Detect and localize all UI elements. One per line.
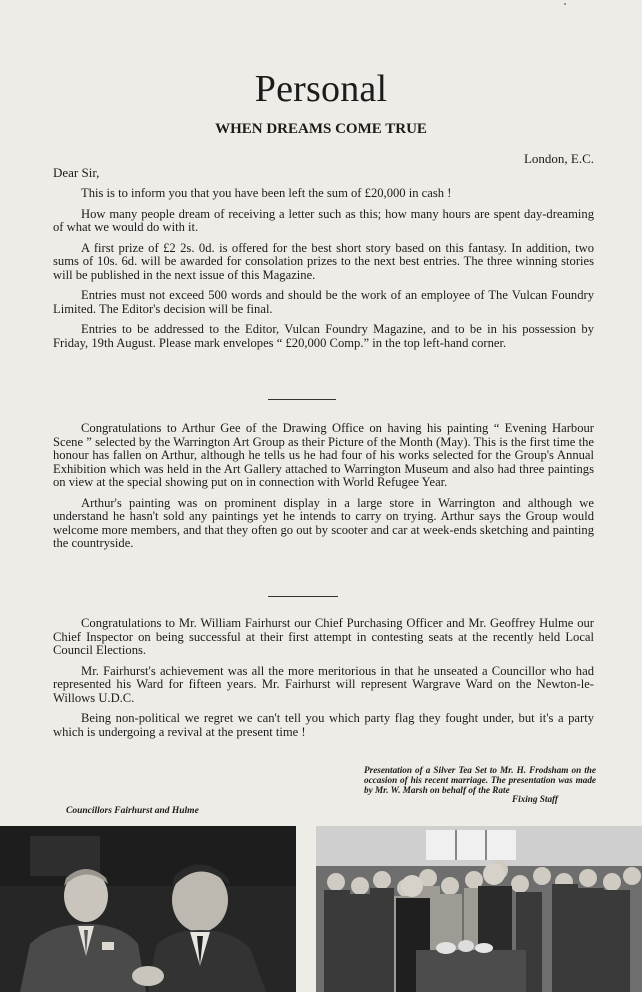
caption-text: Presentation of a Silver Tea Set to Mr. H. Frodsham on the occasion of his recent marriage. The presentation was made by Mr. W. Marsh on behalf of the Rate — [364, 765, 596, 795]
article-subtitle: WHEN DREAMS COME TRUE — [215, 121, 427, 137]
letter-salutation: Dear Sir, — [53, 165, 100, 180]
art-group-section — [53, 422, 594, 558]
paragraph: Arthur's painting was on prominent display in a large store in Warrington and although we understand he hasn't sold any paintings yet he intends to carry on trying. Arthur says the Group would welcome more members, and that they often go out by scooter and car at week-ends sketching and painting the countryside. — [53, 495, 594, 550]
paragraph: Congratulations to Mr. William Fairhurst our Chief Purchasing Officer and Mr. Geoffrey Hulme our Chief Inspector on being successful at their first attempt in contesting seats at the recently held Local Council Elections. — [53, 616, 594, 657]
council-elections-section — [53, 617, 594, 746]
section-divider — [268, 596, 338, 597]
photo-caption-left: Councillors Fairhurst and Hulme — [66, 806, 199, 816]
photo-councillors — [0, 826, 296, 992]
paragraph: This is to inform you that you have been left the sum of £20,000 in cash ! — [81, 186, 452, 200]
caption-text-end: Fixing Staff — [511, 794, 558, 805]
paragraph: Being non-political we regret we can't tell you which party flag they fought under, but it's a party which is undergoing a revival at the present time ! — [53, 711, 594, 739]
photo-presentation — [316, 826, 642, 992]
page-mark — [564, 3, 566, 5]
photo-caption-right — [364, 766, 596, 805]
section-divider — [268, 399, 336, 400]
letter-address: London, E.C. — [523, 151, 594, 166]
photo-presentation-image — [316, 826, 642, 992]
paragraph: Entries must not exceed 500 words and should be the work of an employee of The Vulcan Foundry Limited. The Editor's decision will be final. — [53, 288, 594, 316]
competition-section — [53, 187, 594, 357]
photo-councillors-image — [0, 826, 296, 992]
paragraph: Entries to be addressed to the Editor, Vulcan Foundry Magazine, and to be in his possession by Friday, 19th August. Please mark envelopes “ £20,000 Comp.” in the top left-hand corner. — [53, 322, 594, 350]
page-title: Personal — [254, 68, 388, 110]
paragraph: A first prize of £2 2s. 0d. is offered for the best short story based on this fantasy. In addition, two sums of 10s. 6d. will be awarded for consolation prizes to the next best entries. The three winning stories will be published in the next issue of this Magazine. — [53, 240, 594, 282]
paragraph: Mr. Fairhurst's achievement was all the more meritorious in that he unseated a Councillor who had represented his Ward for fifteen years. Mr. Fairhurst will represent Wargrave Ward on the Newton-le-Willows U.D.C. — [53, 663, 594, 705]
paragraph: Congratulations to Arthur Gee of the Drawing Office on having his painting “ Evening Harbour Scene ” selected by the Warrington Art Group as their Picture of the Month (May). This is the first time the honour has fallen on Arthur, although he tells us he had four of his works selected for the Group's Annual Exhibition which was held in the Art Gallery attached to Warrington Museum and also had three paintings on view at the special showing put on in connection with World Refugee Year. — [53, 421, 594, 489]
paragraph: How many people dream of receiving a letter such as this; how many hours are spent day-dreaming of what we would do with it. — [53, 206, 594, 234]
